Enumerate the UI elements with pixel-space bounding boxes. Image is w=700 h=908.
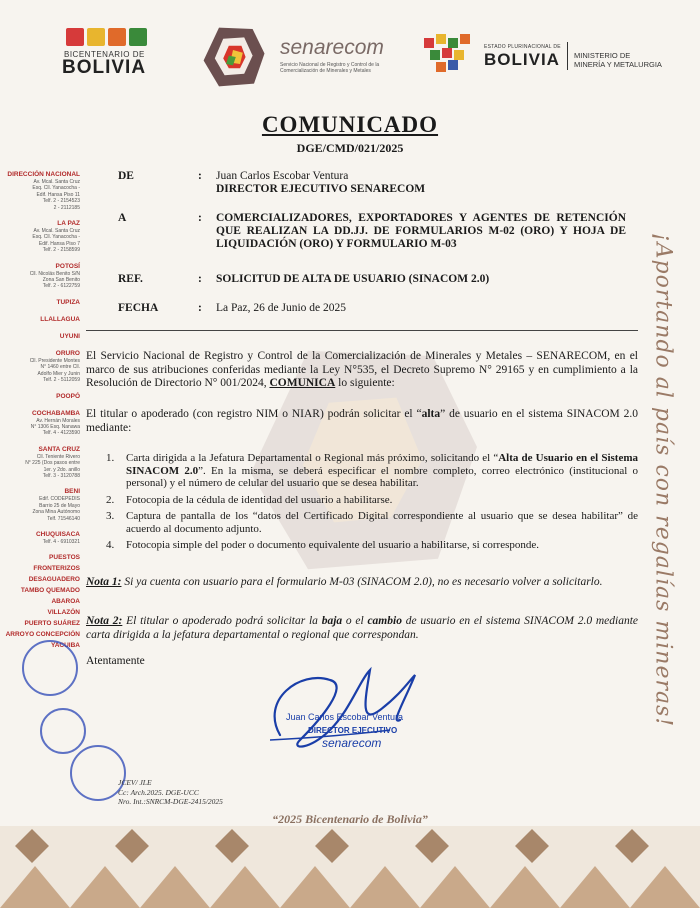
senarecom-mark-icon (198, 22, 268, 92)
item-text: Carta dirigida a la Jefatura Departamental o Regional más próximo, solicitando el “ (126, 452, 499, 464)
official-stamp (22, 640, 78, 696)
office-city: DIRECCIÓN NACIONAL (7, 171, 80, 178)
document-code: DGE/CMD/021/2025 (296, 141, 404, 155)
bicentenario-small-text: BICENTENARIO DE (64, 50, 145, 59)
office-entry (0, 487, 80, 522)
office-entry (0, 575, 80, 584)
office-entry (0, 332, 80, 341)
ministry-line-1: MINISTERIO DE (574, 51, 631, 60)
office-entry (0, 445, 80, 480)
office-address-line: Av. Mcal. Santa Cruz (33, 228, 80, 235)
office-address-line: Telf. 4 - 6910321 (42, 538, 80, 545)
date-colon: : (198, 302, 202, 314)
baja-word: baja (321, 615, 343, 627)
office-address-line: Barrio 25 de Mayo (39, 502, 80, 509)
office-address-line: Edif. Hansa Piso 11 (36, 191, 80, 198)
ref-value: SOLICITUD DE ALTA DE USUARIO (SINACOM 2.0) (216, 273, 490, 285)
office-city: PUESTOS (49, 554, 80, 562)
from-role: DIRECTOR EJECUTIVO SENARECOM (216, 183, 426, 195)
to-label: A (118, 212, 127, 224)
vertical-slogan (648, 232, 678, 728)
intro-text: El Servicio Nacional de Registro y Control de la Comercialización de Minerales y Metales – SENARECOM, en el marco de sus atribuciones conferidas mediante la Ley N°535, el Decreto Supremo N° 29165 y en cumplimiento a la Resolución de Directorio N° 001/2024, (86, 350, 638, 389)
office-entry (0, 553, 80, 562)
office-city: TAMBO QUEMADO (20, 587, 80, 595)
andean-pattern-band (0, 826, 700, 908)
item-bold-text: Alta de Usuario en el Sistema SINACOM 2.0 (126, 452, 638, 477)
office-entry (0, 619, 80, 628)
office-address-line: Esq. Cll. Yanacocha - (32, 185, 80, 192)
office-address-line: N° 1306 Esq. Nanawa (30, 423, 80, 430)
office-address-line: 2 - 2112185 (53, 204, 80, 211)
item-text: Captura de pantalla de los “datos del Certificado Digital correspondiente al usuario que se desea habilitar” de acuerdo al documento adjunto. (126, 510, 638, 535)
office-address-line: Telf. 3 - 3120788 (42, 472, 80, 479)
office-city: FRONTERIZOS (33, 565, 80, 573)
note-2-text-end: de usuario en el sistema SINACOM 2.0 mediante carta dirigida a la jefatura departamental o regional que correspondan. (86, 615, 638, 641)
office-city: PUERTO SUÁREZ (24, 620, 80, 628)
office-entry (0, 262, 80, 290)
office-entry (0, 315, 80, 324)
ref-colon: : (198, 273, 202, 285)
intro-paragraph (86, 350, 638, 391)
list-number: 3. (106, 510, 115, 522)
closing-text: Atentamente (86, 655, 145, 667)
office-city: LLALLAGUA (40, 315, 80, 323)
request-text-end: ” de usuario en el sistema SINACOM 2.0 mediante: (86, 408, 638, 434)
office-directory (0, 170, 80, 652)
office-address-line: 1er. y 2do. anillo (43, 466, 80, 473)
list-item (106, 539, 638, 552)
office-address-line: Zona San Benito (42, 277, 80, 284)
list-item (106, 510, 638, 535)
office-entry (0, 170, 80, 211)
office-city: DESAGUADERO (28, 576, 80, 584)
office-address-line: Telf. 4 - 4123590 (42, 430, 80, 437)
office-city: POTOSÍ (55, 262, 80, 270)
office-address-line: Edif. Hansa Piso 7 (38, 240, 80, 247)
office-entry (0, 349, 80, 384)
note-2-label: Nota 2: (86, 615, 123, 627)
office-entry (0, 597, 80, 606)
note-2-text-mid: o el (342, 615, 368, 627)
item-text: Fotocopia simple del poder o documento equivalente del usuario a habilitarse, si corresponde. (126, 539, 539, 551)
office-address-line: Telf. 2 - 6122759 (42, 283, 80, 290)
office-entry (0, 298, 80, 307)
bicentenario-big-text: BOLIVIA (62, 57, 147, 78)
office-city: CHUQUISACA (35, 530, 80, 538)
office-address-line: Telf. 71546140 (47, 515, 80, 522)
office-city: VILLAZÓN (47, 609, 80, 617)
requirements-list (106, 452, 638, 556)
office-city: COCHABAMBA (31, 409, 80, 417)
from-value (216, 170, 626, 196)
alta-word: alta (421, 408, 441, 420)
slogan-text: ¡Aportando al país con regalías mineras! (650, 232, 676, 728)
office-address-line: Telf. 2 - 2154523 (42, 198, 80, 205)
office-entry (0, 586, 80, 595)
note-1-label: Nota 1: (86, 576, 122, 588)
signature-name: Juan Carlos Escobar Ventura (286, 712, 404, 722)
item-text: Fotocopia de la cédula de identidad del usuario a habilitarse. (126, 493, 393, 506)
office-address-line: Zona Mina Autónomo (32, 509, 80, 516)
office-address-line: Telf. 2 - 5112059 (43, 377, 80, 384)
senarecom-logo (198, 22, 398, 92)
office-city: BENI (64, 488, 80, 496)
cambio-word: cambio (367, 615, 402, 627)
header-separator (86, 330, 638, 331)
office-address-line: Av. Mcal. Santa Cruz (33, 179, 80, 185)
office-city: YACUIBA (50, 642, 80, 650)
request-text: El titular o apoderado (con registro NIM o NIAR) podrán solicitar el “ (86, 408, 422, 420)
document-title: COMUNICADO (261, 112, 439, 137)
ref-code-line: JCEV/ JLE (118, 778, 152, 787)
office-city: TUPIZA (56, 298, 80, 306)
to-colon: : (198, 212, 202, 224)
office-city: ORURO (55, 349, 80, 357)
signature-role: DIRECTOR EJECUTIVO (308, 726, 398, 735)
office-address-line: Telf. 2 - 2158599 (42, 247, 80, 254)
office-city: POOPÓ (56, 392, 80, 400)
bolivia-pattern-icon (424, 34, 478, 72)
date-label: FECHA (118, 302, 159, 314)
office-address-line: Cll. Nicolás Benito S/N (29, 270, 80, 277)
office-address-line: Av. Hernán Morales (36, 417, 80, 424)
list-number: 4. (106, 539, 115, 551)
estado-bolivia-logo (424, 34, 674, 74)
office-address-line: Edif. CODEPEDIS (39, 496, 80, 503)
office-entry (0, 564, 80, 573)
comunica-word: COMUNICA (269, 377, 336, 389)
office-address-line: Cll. Teniente Rivero (36, 453, 80, 460)
office-city: LA PAZ (57, 220, 80, 228)
request-paragraph (86, 408, 638, 435)
note-2 (86, 615, 638, 642)
office-address-line: N° 1460 entre Cll. (40, 364, 80, 371)
office-entry (0, 219, 80, 254)
from-colon: : (198, 170, 202, 182)
office-entry (0, 409, 80, 437)
note-1 (86, 576, 638, 590)
note-1-text: Si ya cuenta con usuario para el formulario M-03 (SINACOM 2.0), no es necesario volver a solicitarlo. (121, 576, 603, 588)
signature-org: senarecom (322, 736, 382, 750)
official-stamp (40, 708, 86, 754)
list-item (106, 452, 638, 490)
estado-big-text: BOLIVIA (484, 50, 560, 69)
date-value: La Paz, 26 de Junio de 2025 (216, 302, 346, 314)
office-entry (0, 608, 80, 617)
office-city: SANTA CRUZ (38, 445, 80, 453)
ministry-name (574, 51, 662, 69)
senarecom-wordmark: senarecom (280, 36, 384, 59)
ref-code-line: Cc: Arch.2025. DGE-UCC (118, 787, 199, 797)
from-label: DE (118, 170, 134, 182)
ref-code-line: Nro. Int.:SNRCM-DGE-2415/2025 (118, 797, 223, 806)
reference-codes (118, 778, 223, 807)
intro-text-end: lo siguiente: (335, 377, 395, 389)
item-text-end: ”. En la misma, se deberá especificar el nombre completo, correo electrónico (institucional o personal) y el número de celular del usuario que se desea habilitar. (126, 464, 639, 489)
list-item (106, 494, 638, 507)
office-entry (0, 630, 80, 639)
to-value: COMERCIALIZADORES, EXPORTADORES Y AGENTES DE RETENCIÓN QUE REALIZAN LA DD.JJ. DE FORMULARIOS M-02 (ORO) Y HOJA DE LIQUIDACIÓN (ORO) Y FORMULARIO M-03 (216, 212, 626, 250)
from-name: Juan Carlos Escobar Ventura (216, 170, 349, 182)
list-number: 2. (106, 493, 115, 506)
office-address-line: N° 225 (Dos pasos entre (25, 460, 80, 467)
footer-slogan: “2025 Bicentenario de Bolivia” (272, 812, 428, 826)
ref-label: REF. (118, 273, 143, 285)
office-address-line: Cll. Presidente Montes (29, 357, 80, 364)
office-city: UYUNI (59, 332, 80, 340)
logo-divider (567, 42, 568, 70)
list-number: 1. (106, 452, 115, 464)
senarecom-subtitle: Servicio Nacional de Registro y Control de la Comercialización de Minerales y Metales (280, 62, 380, 74)
office-entry (0, 392, 80, 401)
office-entry (0, 530, 80, 545)
office-city: ARROYO CONCEPCIÓN (5, 631, 80, 639)
office-city: ABAROA (51, 598, 80, 606)
office-address-line: Adolfo Mier y Junin (37, 370, 80, 377)
ministry-line-2: MINERÍA Y METALURGIA (574, 60, 662, 69)
note-2-text: El titular o apoderado podrá solicitar la (122, 615, 322, 627)
estado-small-text: ESTADO PLURINACIONAL DE (484, 44, 561, 50)
office-address-line: Esq. Cll. Yanacocha - (32, 234, 80, 241)
bicentenario-logo (62, 28, 162, 86)
